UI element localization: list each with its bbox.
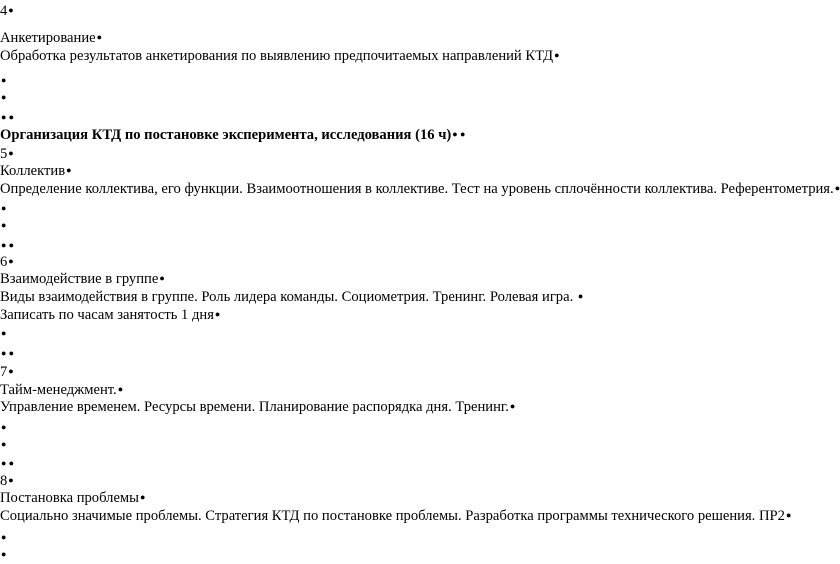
bullet-icon: ● ● — [1, 240, 15, 250]
text-line — [0, 1, 14, 19]
text-line — [0, 287, 583, 305]
line-text: 8 — [0, 473, 8, 489]
bullet-icon: ● — [96, 32, 103, 42]
bullet-line — [0, 88, 6, 106]
bullet-line — [0, 108, 14, 126]
line-text: Социально значимые проблемы. Стратегия КТД по постановке проблемы. Разработка программы технического решения. ПР2 — [0, 508, 785, 524]
line-text: Записать по часам занятость 1 дня — [0, 307, 214, 323]
bullet-icon: ● — [834, 183, 840, 193]
bullet-icon: ● ● — [1, 348, 15, 358]
bullet-icon: ● — [8, 148, 14, 158]
bullet-icon: ● — [8, 366, 14, 376]
text-line — [0, 46, 560, 64]
bullet-line — [0, 528, 6, 546]
bullet-icon: ● — [159, 273, 165, 283]
bullet-icon: ● — [1, 532, 7, 542]
bullet-icon: ● — [577, 291, 584, 301]
line-text: Взаимодействие в группе — [0, 271, 159, 287]
text-line — [0, 28, 102, 46]
bullet-icon: ● — [1, 92, 7, 102]
bullet-icon: ● — [1, 220, 7, 230]
bullet-icon: ● — [117, 384, 124, 394]
text-line — [0, 488, 145, 506]
bullet-icon: ● — [554, 50, 560, 60]
bullet-icon: ● — [785, 510, 792, 520]
text-line — [0, 161, 72, 179]
line-text: 6 — [0, 254, 8, 270]
line-text: Тайм-менеджмент. — [0, 382, 117, 398]
bullet-icon: ● — [1, 203, 7, 213]
bullet-line — [0, 545, 6, 563]
text-line — [0, 305, 220, 323]
bullet-line — [0, 199, 6, 217]
bullet-line — [0, 71, 6, 89]
bullet-line — [0, 344, 14, 362]
text-line — [0, 380, 123, 398]
bullet-icon: ● — [8, 5, 14, 15]
bullet-line — [0, 435, 6, 453]
text-line — [0, 179, 840, 197]
bullet-icon: ● — [509, 401, 516, 411]
bullet-icon: ● — [8, 256, 14, 266]
bullet-icon: ● ● — [1, 458, 15, 468]
bullet-icon: ● ● — [1, 112, 15, 122]
line-text: Определение коллектива, его функции. Взаимоотношения в коллективе. Тест на уровень сплочённости коллектива. Референтометрия. — [0, 181, 834, 197]
bullet-icon: ● — [1, 439, 7, 449]
line-text: 7 — [0, 364, 8, 380]
text-line — [0, 252, 14, 270]
line-text: Управление временем. Ресурсы времени. Планирование распорядка дня. Тренинг. — [0, 399, 509, 415]
line-text: Обработка результатов анкетирования по выявлению предпочитаемых направлений КТД — [0, 48, 554, 64]
bullet-line — [0, 418, 6, 436]
text-line — [0, 397, 515, 415]
line-text: Постановка проблемы — [0, 490, 139, 506]
bullet-icon: ● — [1, 549, 7, 559]
line-text: 5 — [0, 146, 8, 162]
bullet-icon: ● — [1, 75, 7, 85]
bullet-icon: ● ● — [452, 129, 466, 139]
bullet-icon: ● — [214, 309, 221, 319]
bullet-line — [0, 216, 6, 234]
line-text: Анкетирование — [0, 30, 96, 46]
bullet-icon: ● — [1, 328, 7, 338]
bullet-line — [0, 454, 14, 472]
line-text: Организация КТД по постановке эксперимента, исследования (16 ч) — [0, 127, 452, 143]
text-line — [0, 269, 165, 287]
text-line — [0, 144, 14, 162]
bullet-icon: ● — [66, 165, 72, 175]
bullet-icon: ● — [139, 492, 146, 502]
text-line — [0, 362, 14, 380]
bullet-icon: ● — [8, 475, 14, 485]
text-line — [0, 125, 465, 143]
bullet-line — [0, 324, 6, 342]
bullet-icon: ● — [1, 422, 7, 432]
line-text: Коллектив — [0, 163, 66, 179]
text-line — [0, 471, 14, 489]
text-line — [0, 506, 791, 524]
line-text: Виды взаимодействия в группе. Роль лидера команды. Социометрия. Тренинг. Ролевая игра. — [0, 289, 577, 305]
line-text: 4 — [0, 3, 8, 19]
